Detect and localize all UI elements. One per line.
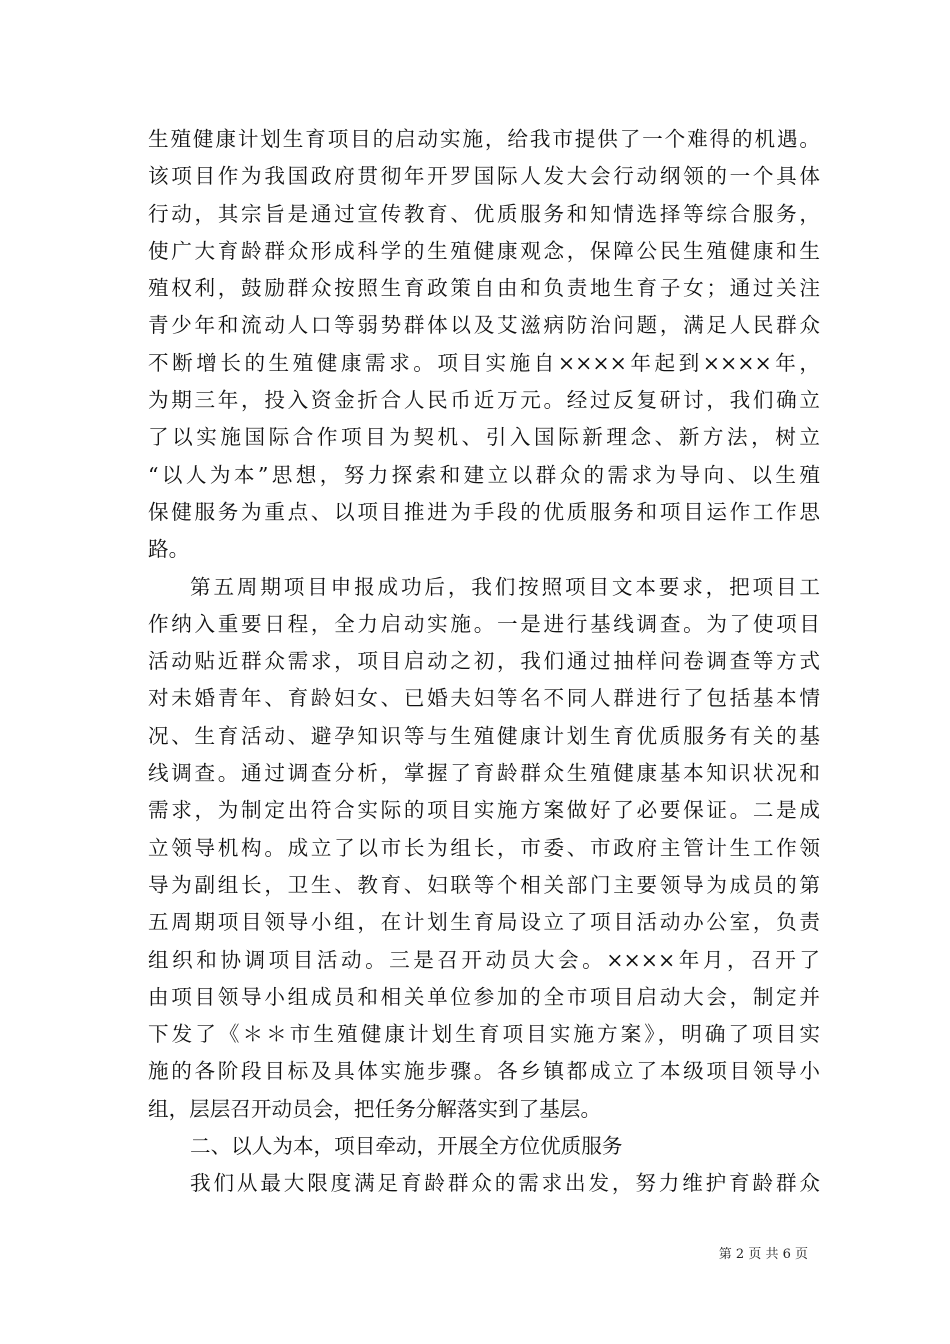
text-line: 该项目作为我国政府贯彻年开罗国际人发大会行动纲领的一个具体 [148, 164, 820, 189]
text-line: 了以实施国际合作项目为契机、引入国际新理念、新方法，树立 [148, 425, 820, 450]
text-line: 下发了《＊＊市生殖健康计划生育项目实施方案》，明确了项目实 [148, 1022, 820, 1047]
paragraph-first-line: 第五周期项目申报成功后，我们按照项目文本要求，把项目工 [190, 574, 820, 599]
section-heading: 二、以人为本，项目牵动，开展全方位优质服务 [190, 1134, 623, 1159]
text-line: 况、生育活动、避孕知识等与生殖健康计划生育优质服务有关的基 [148, 723, 820, 748]
text-line: 殖权利，鼓励群众按照生育政策自由和负责地生育子女；通过关注 [148, 276, 820, 301]
text-line: 使广大育龄群众形成科学的生殖健康观念，保障公民生殖健康和生 [148, 238, 820, 263]
text-line: 施的各阶段目标及具体实施步骤。各乡镇都成立了本级项目领导小 [148, 1059, 820, 1084]
text-line: 导为副组长，卫生、教育、妇联等个相关部门主要领导为成员的第 [148, 872, 820, 897]
text-line: 五周期项目领导小组，在计划生育局设立了项目活动办公室，负责 [148, 910, 820, 935]
text-line: 由项目领导小组成员和相关单位参加的全市项目启动大会，制定并 [148, 984, 820, 1009]
text-line: 行动，其宗旨是通过宣传教育、优质服务和知情选择等综合服务， [148, 201, 820, 226]
text-line: 对未婚青年、育龄妇女、已婚夫妇等名不同人群进行了包括基本情 [148, 686, 820, 711]
document-body [148, 121, 820, 1203]
text-line: 保健服务为重点、以项目推进为手段的优质服务和项目运作工作思 [148, 499, 820, 524]
text-line: 不断增长的生殖健康需求。项目实施自××××年起到××××年， [148, 350, 820, 375]
text-line: 组织和协调项目活动。三是召开动员大会。××××年月，召开了 [148, 947, 820, 972]
text-line: 生殖健康计划生育项目的启动实施，给我市提供了一个难得的机遇。 [148, 127, 820, 151]
page-number-footer: 第 2 页 共 6 页 [718, 1247, 808, 1262]
text-line: “以人为本”思想，努力探索和建立以群众的需求为导向、以生殖 [148, 462, 820, 487]
text-line: 为期三年，投入资金折合人民币近万元。经过反复研讨，我们确立 [148, 388, 820, 413]
text-line: 线调查。通过调查分析，掌握了育龄群众生殖健康基本知识状况和 [148, 761, 820, 786]
paragraph-first-line: 我们从最大限度满足育龄群众的需求出发，努力维护育龄群众 [190, 1171, 820, 1196]
text-line: 作纳入重要日程，全力启动实施。一是进行基线调查。为了使项目 [148, 611, 820, 636]
text-line: 需求，为制定出符合实际的项目实施方案做好了必要保证。二是成 [148, 798, 820, 823]
text-line: 组，层层召开动员会，把任务分解落实到了基层。 [148, 1096, 602, 1121]
text-line: 青少年和流动人口等弱势群体以及艾滋病防治问题，满足人民群众 [148, 313, 820, 338]
text-line: 立领导机构。成立了以市长为组长，市委、市政府主管计生工作领 [148, 835, 820, 860]
text-line: 活动贴近群众需求，项目启动之初，我们通过抽样问卷调查等方式 [148, 649, 820, 674]
text-line: 路。 [148, 537, 190, 562]
